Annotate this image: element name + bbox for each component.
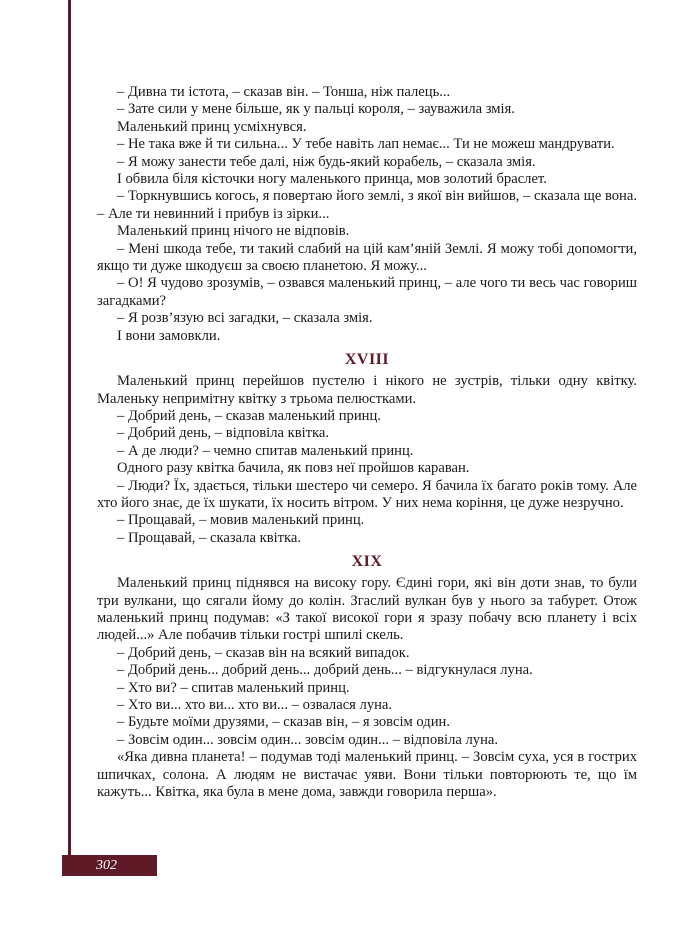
paragraph: І обвила біля кісточки ногу маленького принца, мов золотий браслет.	[117, 171, 547, 188]
paragraph: – Прощавай, – сказала квітка.	[117, 529, 302, 546]
paragraph: – А де люди? – чемно спитав маленький принц.	[117, 442, 414, 459]
paragraph: – Добрий день... добрий день... добрий день... – відгукнулася луна.	[117, 662, 533, 679]
paragraph: – Добрий день, – відповіла квітка.	[117, 425, 330, 442]
paragraph: – Люди? Їх, здається, тільки шестеро чи семеро. Я бачила їх багато років тому. Але хто його знає, де їх шукати, їх носить вітром. У них нема коріння, це дуже незручно.	[97, 477, 637, 511]
paragraph: І вони замовкли.	[117, 327, 221, 344]
paragraph: Маленький принц піднявся на високу гору. Єдині гори, які він доти знав, то були три вулкани, що сягали йому до колін. Згаслий вулкан був у нього за табурет. Отож маленький принц подумав: «З такої високої гори я зразу побачу всю планету і всіх людей...» Але побачив тільки гострі шпилі скель.	[97, 575, 637, 644]
page-text	[97, 84, 637, 801]
paragraph: – Зате сили у мене більше, як у пальці короля, – зауважила змія.	[117, 101, 515, 118]
paragraph: – Мені шкода тебе, ти такий слабий на цій кам’яній Землі. Я можу тобі допомогти, якщо ти дуже шкодуєш за своєю планетою. Я можу...	[97, 240, 637, 275]
paragraph: Маленький принц перейшов пустелю і нікого не зустрів, тільки одну квітку. Маленьку непримітну квітку з трьома пелюстками.	[97, 373, 637, 407]
paragraph: – Я можу занести тебе далі, ніж будь-який корабель, – сказала змія.	[117, 153, 536, 170]
chapter-heading-xix: XIX	[351, 553, 383, 571]
paragraph: – Зовсім один... зовсім один... зовсім один... – відповіла луна.	[117, 731, 499, 748]
paragraph: – Добрий день, – сказав він на всякий випадок.	[117, 644, 410, 661]
paragraph: Маленький принц усміхнувся.	[117, 118, 307, 135]
chapter-heading-xviii: XVIII	[344, 351, 390, 369]
margin-rule	[68, 0, 71, 858]
paragraph: – Хто ви... хто ви... хто ви... – озвалася луна.	[117, 697, 393, 713]
paragraph: – Хто ви? – спитав маленький принц.	[117, 679, 350, 696]
paragraph: – Я розв’язую всі загадки, – сказала змія.	[117, 310, 373, 327]
paragraph: – Добрий день, – сказав маленький принц.	[117, 407, 381, 424]
paragraph: Одного разу квітка бачила, як повз неї пройшов караван.	[117, 460, 470, 477]
paragraph: – Торкнувшись когось, я повертаю його землі, з якої він вийшов, – сказала ще вона. – Але ти невинний і прибув із зірки...	[97, 188, 637, 222]
paragraph: – Прощавай, – мовив маленький принц.	[117, 512, 365, 529]
paragraph: – Не така вже й ти сильна... У тебе навіть лап немає... Ти не можеш мандрувати.	[117, 136, 615, 153]
paragraph: – Дивна ти істота, – сказав він. – Тонша, ніж палець...	[117, 84, 451, 100]
paragraph: «Яка дивна планета! – подумав тоді маленький принц. – Зовсім суха, уся в гострих шпичках, солона. А людям не вистачає уяви. Вони тільки повторюють те, що їм кажуть... Квітка, яка була в мене дома, завжди говорила перша».	[97, 749, 637, 801]
paragraph: – Будьте моїми друзями, – сказав він, – я зовсім один.	[117, 714, 450, 731]
page-number: 302	[96, 858, 117, 873]
paragraph: – О! Я чудово зрозумів, – озвався маленький принц, – але чого ти весь час говориш загадками?	[97, 275, 637, 309]
paragraph: Маленький принц нічого не відповів.	[117, 223, 350, 240]
